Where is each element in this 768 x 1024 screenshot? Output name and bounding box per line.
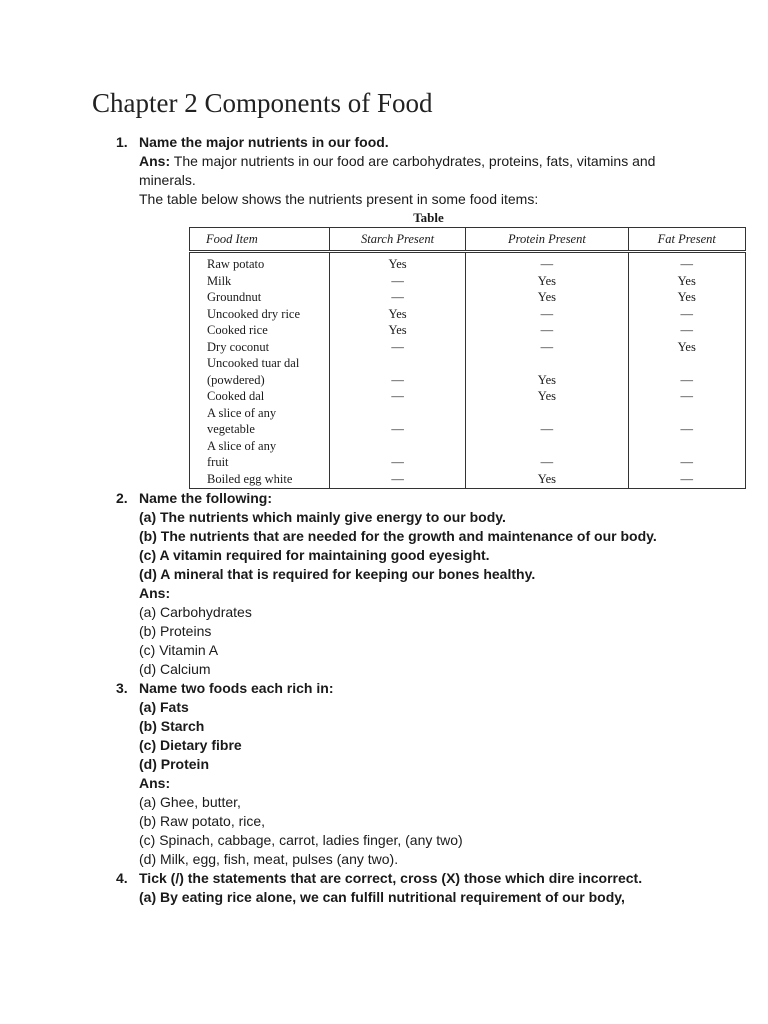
answer-item: (d) Calcium (139, 661, 211, 677)
table-row (190, 454, 746, 471)
answer-item: (d) Milk, egg, fish, meat, pulses (any two). (139, 851, 399, 867)
question-part: (b) The nutrients that are needed for the growth and maintenance of our body. (139, 528, 657, 544)
protein-cell: — (466, 421, 628, 438)
starch-cell: — (329, 339, 465, 356)
fat-cell (628, 438, 746, 455)
answer-item: (a) Ghee, butter, (139, 794, 241, 810)
food-item-cell: Uncooked dry rice (190, 306, 330, 323)
starch-cell: — (329, 273, 465, 290)
answer-item: (b) Proteins (139, 623, 212, 639)
nutrients-table (189, 227, 746, 489)
table-row (190, 471, 746, 489)
food-item-cell: Boiled egg white (190, 471, 330, 489)
food-item-cell: A slice of any (190, 405, 330, 422)
protein-cell: Yes (466, 273, 628, 290)
starch-cell: Yes (329, 252, 465, 273)
question-text: Name two foods each rich in: (139, 680, 334, 696)
food-item-cell: Cooked rice (190, 322, 330, 339)
question-number: 3. (116, 680, 128, 696)
table-header-row (190, 228, 746, 252)
fat-cell: Yes (628, 339, 746, 356)
fat-cell: — (628, 372, 746, 389)
question-4 (0, 869, 700, 907)
table-row (190, 306, 746, 323)
table-row (190, 339, 746, 356)
table-row (190, 322, 746, 339)
table-row (190, 289, 746, 306)
table-row (190, 355, 746, 372)
question-part: (c) Dietary fibre (139, 737, 242, 753)
page-title: Chapter 2 Components of Food (92, 88, 433, 118)
protein-cell: — (466, 339, 628, 356)
question-number: 1. (116, 134, 128, 150)
question-3 (0, 679, 700, 869)
protein-cell: — (466, 322, 628, 339)
question-text: Name the following: (139, 490, 272, 506)
fat-cell: — (628, 454, 746, 471)
fat-cell: — (628, 306, 746, 323)
question-number: 2. (116, 490, 128, 506)
starch-cell: — (329, 454, 465, 471)
answer-item: (a) Carbohydrates (139, 604, 252, 620)
food-item-cell: fruit (190, 454, 330, 471)
question-text: Name the major nutrients in our food. (139, 134, 389, 150)
food-item-cell: (powdered) (190, 372, 330, 389)
table-intro: The table below shows the nutrients present in some food items: (139, 191, 539, 207)
food-item-cell: A slice of any (190, 438, 330, 455)
question-part: (a) Fats (139, 699, 189, 715)
protein-cell (466, 405, 628, 422)
food-item-cell: Cooked dal (190, 388, 330, 405)
answer-item: (b) Raw potato, rice, (139, 813, 266, 829)
protein-cell: Yes (466, 471, 628, 489)
question-text: Tick (/) the statements that are correct, cross (X) those which dire incorrect. (139, 870, 643, 886)
fat-cell (628, 355, 746, 372)
starch-cell (329, 405, 465, 422)
answer-label: Ans: (139, 775, 171, 791)
protein-cell: — (466, 454, 628, 471)
fat-cell: — (628, 421, 746, 438)
starch-cell: — (329, 372, 465, 389)
table-row (190, 372, 746, 389)
fat-cell: — (628, 252, 746, 273)
protein-cell: Yes (466, 289, 628, 306)
starch-cell: — (329, 421, 465, 438)
header-protein: Protein Present (466, 228, 628, 252)
protein-cell: — (466, 306, 628, 323)
answer-text: The major nutrients in our food are carbohydrates, proteins, fats, vitamins and minerals. (139, 153, 656, 188)
question-part: (d) Protein (139, 756, 209, 772)
fat-cell: — (628, 322, 746, 339)
starch-cell: — (329, 388, 465, 405)
fat-cell: — (628, 388, 746, 405)
fat-cell: Yes (628, 273, 746, 290)
table-row (190, 421, 746, 438)
question-part: (a) The nutrients which mainly give energy to our body. (139, 509, 506, 525)
protein-cell: Yes (466, 388, 628, 405)
protein-cell: Yes (466, 372, 628, 389)
question-part: (a) By eating rice alone, we can fulfill nutritional requirement of our body, (139, 889, 625, 905)
food-item-cell: Dry coconut (190, 339, 330, 356)
answer-paragraph (139, 152, 700, 190)
food-item-cell: Milk (190, 273, 330, 290)
answer-item: (c) Vitamin A (139, 642, 219, 658)
starch-cell: — (329, 471, 465, 489)
fat-cell: — (628, 471, 746, 489)
answer-item: (c) Spinach, cabbage, carrot, ladies finger, (any two) (139, 832, 463, 848)
question-number: 4. (116, 870, 128, 886)
protein-cell: — (466, 252, 628, 273)
answer-label: Ans: (139, 585, 171, 601)
table-caption: Table (413, 210, 444, 225)
starch-cell (329, 438, 465, 455)
starch-cell: Yes (329, 322, 465, 339)
table-row (190, 252, 746, 273)
question-part: (d) A mineral that is required for keeping our bones healthy. (139, 566, 536, 582)
starch-cell (329, 355, 465, 372)
header-starch: Starch Present (329, 228, 465, 252)
question-1 (0, 133, 716, 489)
header-fat: Fat Present (628, 228, 746, 252)
fat-cell: Yes (628, 289, 746, 306)
starch-cell: Yes (329, 306, 465, 323)
food-item-cell: Raw potato (190, 252, 330, 273)
header-food-item: Food Item (190, 228, 330, 252)
food-item-cell: Uncooked tuar dal (190, 355, 330, 372)
answer-label: Ans: (139, 153, 171, 169)
food-item-cell: Groundnut (190, 289, 330, 306)
question-part: (c) A vitamin required for maintaining good eyesight. (139, 547, 490, 563)
protein-cell (466, 438, 628, 455)
starch-cell: — (329, 289, 465, 306)
protein-cell (466, 355, 628, 372)
question-part: (b) Starch (139, 718, 205, 734)
table-row (190, 438, 746, 455)
table-row (190, 388, 746, 405)
question-list (0, 133, 716, 907)
table-row (190, 273, 746, 290)
food-item-cell: vegetable (190, 421, 330, 438)
fat-cell (628, 405, 746, 422)
table-row (190, 405, 746, 422)
question-2 (0, 489, 700, 679)
